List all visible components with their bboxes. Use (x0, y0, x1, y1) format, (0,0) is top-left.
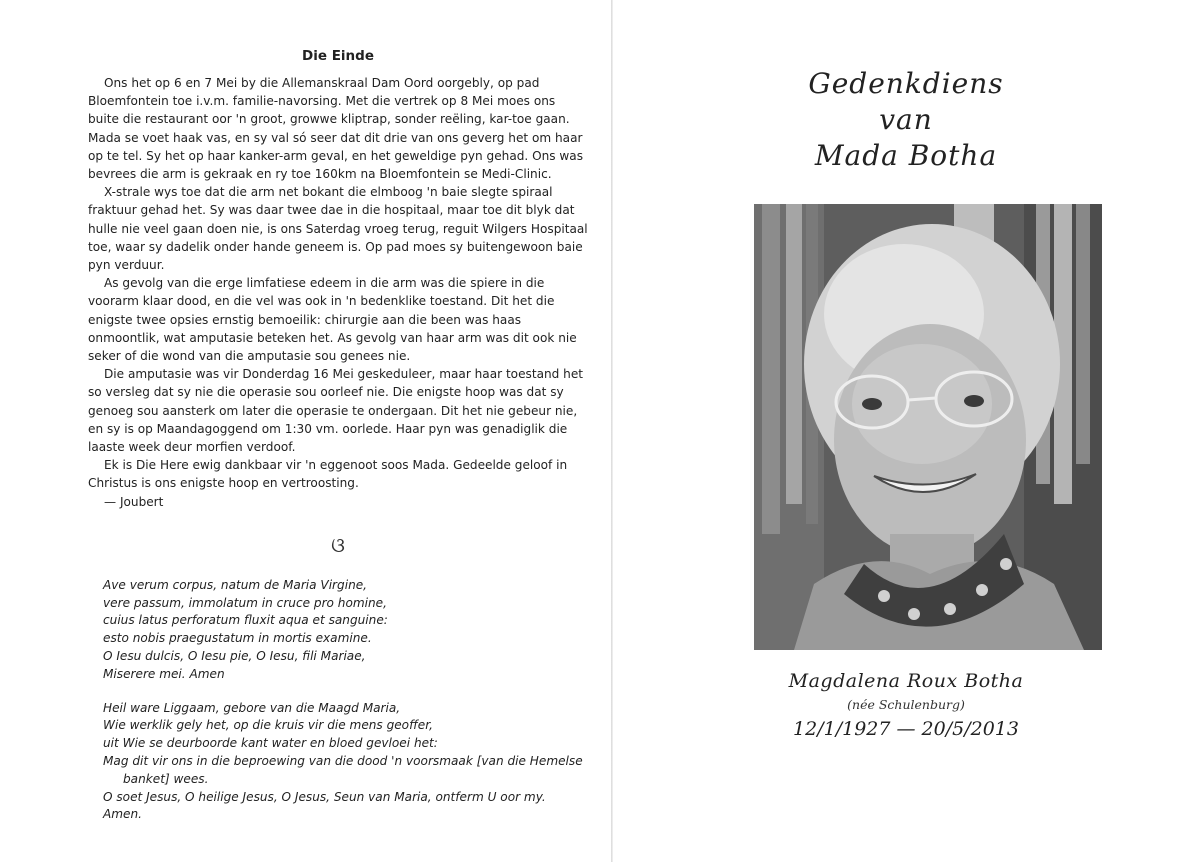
memorial-title (612, 66, 1200, 174)
life-dates: 12/1/1927 — 20/5/2013 (793, 718, 1019, 740)
hymn-line: banket] wees. (123, 771, 209, 786)
hymn-line: Mag dit vir ons in die beproewing van die dood 'n voorsmaak [van die Hemelse (103, 754, 583, 769)
ornament-icon: ଓ (331, 532, 345, 557)
left-page (88, 48, 588, 840)
full-name: Magdalena Roux Botha (788, 670, 1024, 692)
hymn-line: vere passum, immolatum in cruce pro homine, (103, 595, 387, 610)
afrikaans-hymn (103, 700, 588, 825)
hymn-line: Miserere mei. Amen (103, 666, 225, 681)
portrait-photo-icon (754, 204, 1102, 650)
paragraph-4: Die amputasie was vir Donderdag 16 Mei geskeduleer, maar haar toestand het so versleg dat sy nie die operasie sou oorleef nie. Die enigste hoop was dat sy genoeg sou aansterk om later die operasie te ondergaan. Dit het nie gebeur nie, en sy is op Maandagoggend om 1:30 vm. oorlede. Haar pyn was genadiglik die laaste week deur morfien verdoof. (88, 367, 584, 455)
hymn-line: Ave verum corpus, natum de Maria Virgine, (103, 577, 368, 592)
hymn-line: Heil ware Liggaam, gebore van die Maagd Maria, (103, 700, 401, 715)
hymn-line: cuius latus perforatum fluxit aqua et sanguine: (103, 613, 388, 628)
hymn-line: uit Wie se deurboorde kant water en bloed gevloei het: (103, 736, 438, 751)
hymn-line: O Iesu dulcis, O Iesu pie, O Iesu, fili Mariae, (103, 649, 366, 664)
paragraph-1: Ons het op 6 en 7 Mei by die Allemanskraal Dam Oord oorgebly, op pad Bloemfontein toe i.v.m. familie-navorsing. Met die vertrek op 8 Mei moes ons buite die restaurant oor 'n groot, growwe kliptrap, sonder reëling, kar-toe gaan. Mada se voet haak vas, en sy val só seer dat dit drie van ons geverg het om haar op te tel. Sy het op haar kanker-arm geval, en het geweldige pyn gehad. Ons was bevrees die arm is gekraak en ry toe 160km na Bloemfontein se Medi-Clinic. (88, 76, 584, 182)
hymn-line: esto nobis praegustatum in mortis examine. (103, 631, 372, 646)
section-heading: Die Einde (302, 48, 374, 64)
paragraph-3: As gevolg van die erge limfatiese edeem in die arm was die spiere in die voorarm klaar dood, en die vel was ook in 'n bedenklike toestand. Dit het die enigste twee opsies ernstig bemoeilik: chirurgie aan die been was haas onmoontlik, wat amputasie beteken het. As gevolg van haar arm was dit ook nie seker of die wond van die amputasie sou genees nie. (88, 276, 577, 364)
title-line: van (879, 103, 933, 136)
paragraph-2: X-strale wys toe dat die arm net bokant die elmboog 'n baie slegte spiraal fraktuur gehad het. Sy was daar twee dae in die hospitaal, maar toe dit blyk dat hulle nie veel gaan doen nie, is ons Saterdag vroeg terug, reguit Wilgers Hospitaal toe, waar sy dadelik onder hande geneem is. Op pad moes sy buitengewoon baie pyn verduur. (88, 185, 588, 273)
title-line: Mada Botha (814, 139, 998, 172)
maiden-name: (née Schulenburg) (847, 697, 965, 712)
hymn-line: Wie werklik gely het, op die kruis vir die mens geoffer, (103, 718, 433, 733)
title-line: Gedenkdiens (808, 67, 1004, 100)
signature: — Joubert (104, 494, 164, 509)
hymn-line: O soet Jesus, O heilige Jesus, O Jesus, Seun van Maria, ontferm U oor my. Amen. (103, 789, 546, 822)
paragraph-5: Ek is Die Here ewig dankbaar vir 'n eggenoot soos Mada. Gedeelde geloof in Christus is ons enigste hoop en vertroosting. (88, 458, 568, 491)
right-page (612, 0, 1200, 862)
latin-hymn (103, 577, 588, 684)
